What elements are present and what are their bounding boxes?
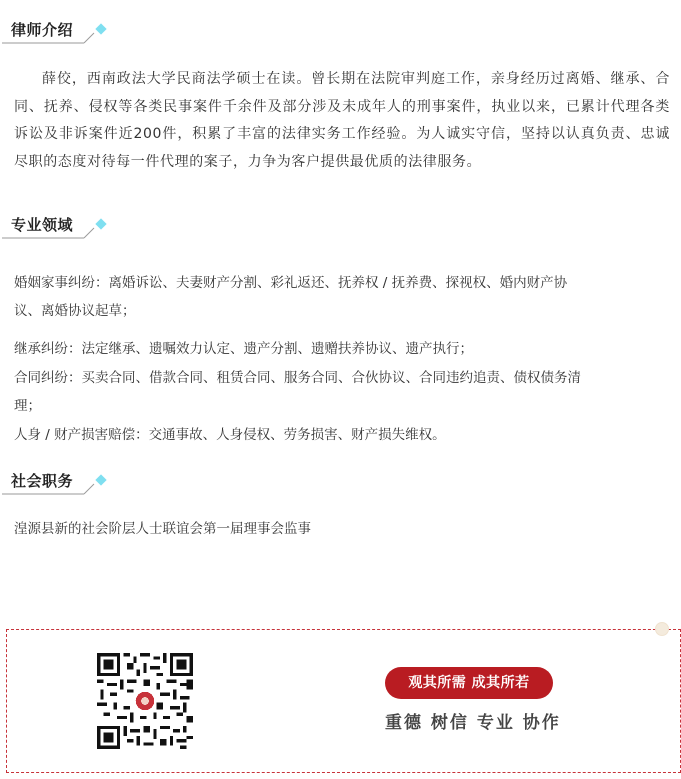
expertise-marriage-line1: 婚姻家事纠纷：离婚诉讼、夫妻财产分割、彩礼返还、抚养权 / 抚养费、探视权、婚内财产协 [14,275,568,291]
expertise-injury: 人身 / 财产损害赔偿：交通事故、人身侵权、劳务损害、财产损失维权。 [14,427,446,443]
slogan-badge: 观其所需 成其所若 [385,667,553,699]
section-title-intro: 律师介绍 [11,21,74,39]
expertise-marriage-line2: 议、离婚协议起草； [14,303,136,319]
section-title-social: 社会职务 [11,472,74,490]
core-values-text: 重德 树信 专业 协作 [385,713,561,733]
qr-code-icon[interactable] [97,653,193,749]
social-role-text: 湟源县新的社会阶层人士联谊会第一届理事会监事 [14,521,311,537]
expertise-contract-line1: 合同纠纷：买卖合同、借款合同、租赁合同、服务合同、合伙协议、合同违约追责、债权债务清 [14,370,581,386]
footer-corner-dot [655,622,669,636]
section-title-expertise: 专业领域 [11,216,74,234]
expertise-contract-line2: 理； [14,398,41,414]
section-header-social [0,468,120,498]
expertise-inheritance: 继承纠纷：法定继承、遗嘱效力认定、遗产分割、遗赠扶养协议、遗产执行； [14,341,473,357]
section-header-intro [0,17,120,47]
intro-paragraph: 薛佼，西南政法大学民商法学硕士在读。曾长期在法院审判庭工作，亲身经历过离婚、继承、合同、抚养、侵权等各类民事案件千余件及部分涉及未成年人的刑事案件，执业以来，已累计代理各类诉讼及非诉案件近200件，积累了丰富的法律实务工作经验。为人诚实守信，坚持以认真负责、忠诚尽职的态度对待每一件代理的案子，力争为客户提供最优质的法律服务。 [14,71,670,170]
section-header-expertise [0,212,120,242]
